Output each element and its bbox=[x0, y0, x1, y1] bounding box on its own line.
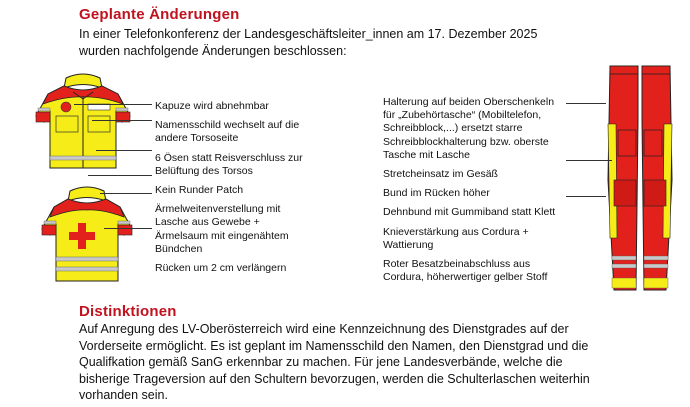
leader-line-6 bbox=[104, 228, 152, 229]
illustration-jacket-front bbox=[18, 72, 148, 182]
bullet-list-right bbox=[383, 96, 561, 284]
section-heading-aenderungen: Geplante Änderungen bbox=[79, 6, 240, 23]
list-item: Kapuze wird abnehmbar bbox=[155, 100, 269, 112]
list-item: Rücken um 2 cm verlängern bbox=[155, 262, 287, 275]
list-item: Bund im Rücken höher bbox=[383, 187, 490, 200]
leader-line-2 bbox=[92, 120, 152, 121]
leader-line-5 bbox=[100, 193, 152, 194]
leader-line-4 bbox=[88, 175, 152, 176]
list-item: Halterung auf beiden Oberschenkeln für „Zubehörtasche“ (Mobiltelefon, Schreibblock,...) ersetzt starre Schreibblockhalterung bzw. oberste Tasche mit Lasche bbox=[383, 96, 555, 161]
leader-line-9 bbox=[566, 196, 606, 197]
list-item: Roter Besatzbeinabschluss aus Cordura, höherwertiger gelber Stoff bbox=[383, 258, 548, 284]
leader-line-7 bbox=[566, 103, 606, 104]
leader-line-3 bbox=[96, 150, 152, 151]
list-item: Namensschild wechselt auf die andere Torsoseite bbox=[155, 119, 300, 145]
list-item: Dehnbund mit Gummiband statt Klett bbox=[383, 206, 556, 219]
section-heading-distinktionen: Distinktionen bbox=[79, 303, 177, 320]
bullet-list-left bbox=[155, 100, 310, 275]
list-item: Stretcheinsatz im Gesäß bbox=[383, 168, 498, 181]
illustration-pants bbox=[600, 60, 680, 310]
leader-line-8 bbox=[566, 160, 612, 161]
leader-line-1 bbox=[74, 104, 152, 105]
list-item: Knieverstärkung aus Cordura + Wattierung bbox=[383, 225, 529, 251]
list-item: Kein Runder Patch bbox=[155, 184, 244, 197]
list-item: 6 Ösen statt Reisverschluss zur Belüftung des Torsos bbox=[155, 151, 303, 177]
illustration-jacket-back bbox=[28, 185, 146, 293]
section-intro-text: In einer Telefonkonferenz der Landesgeschäftsleiter_innen am 17. Dezember 2025 wurden nachfolgende Änderungen beschlossen: bbox=[79, 27, 538, 58]
list-item: Ärmelweitenverstellung mit Lasche aus Gewebe + Ärmelsaum mit eingenähtem Bündchen bbox=[155, 203, 289, 255]
section-body-distinktionen: Auf Anregung des LV-Oberösterreich wird eine Kennzeichnung des Dienstgrades auf der Vorderseite ermöglicht. Es ist geplant im Namensschild den Namen, den Dienstgrad und die Qualifkation gemäß SanG erkennbar zu machen. Für jene Landesverbände, welche die bisherige Trageversion auf den Schultern bevorzugen, werden die Schulterlaschen weiterhin vorhanden sein. bbox=[79, 322, 590, 403]
